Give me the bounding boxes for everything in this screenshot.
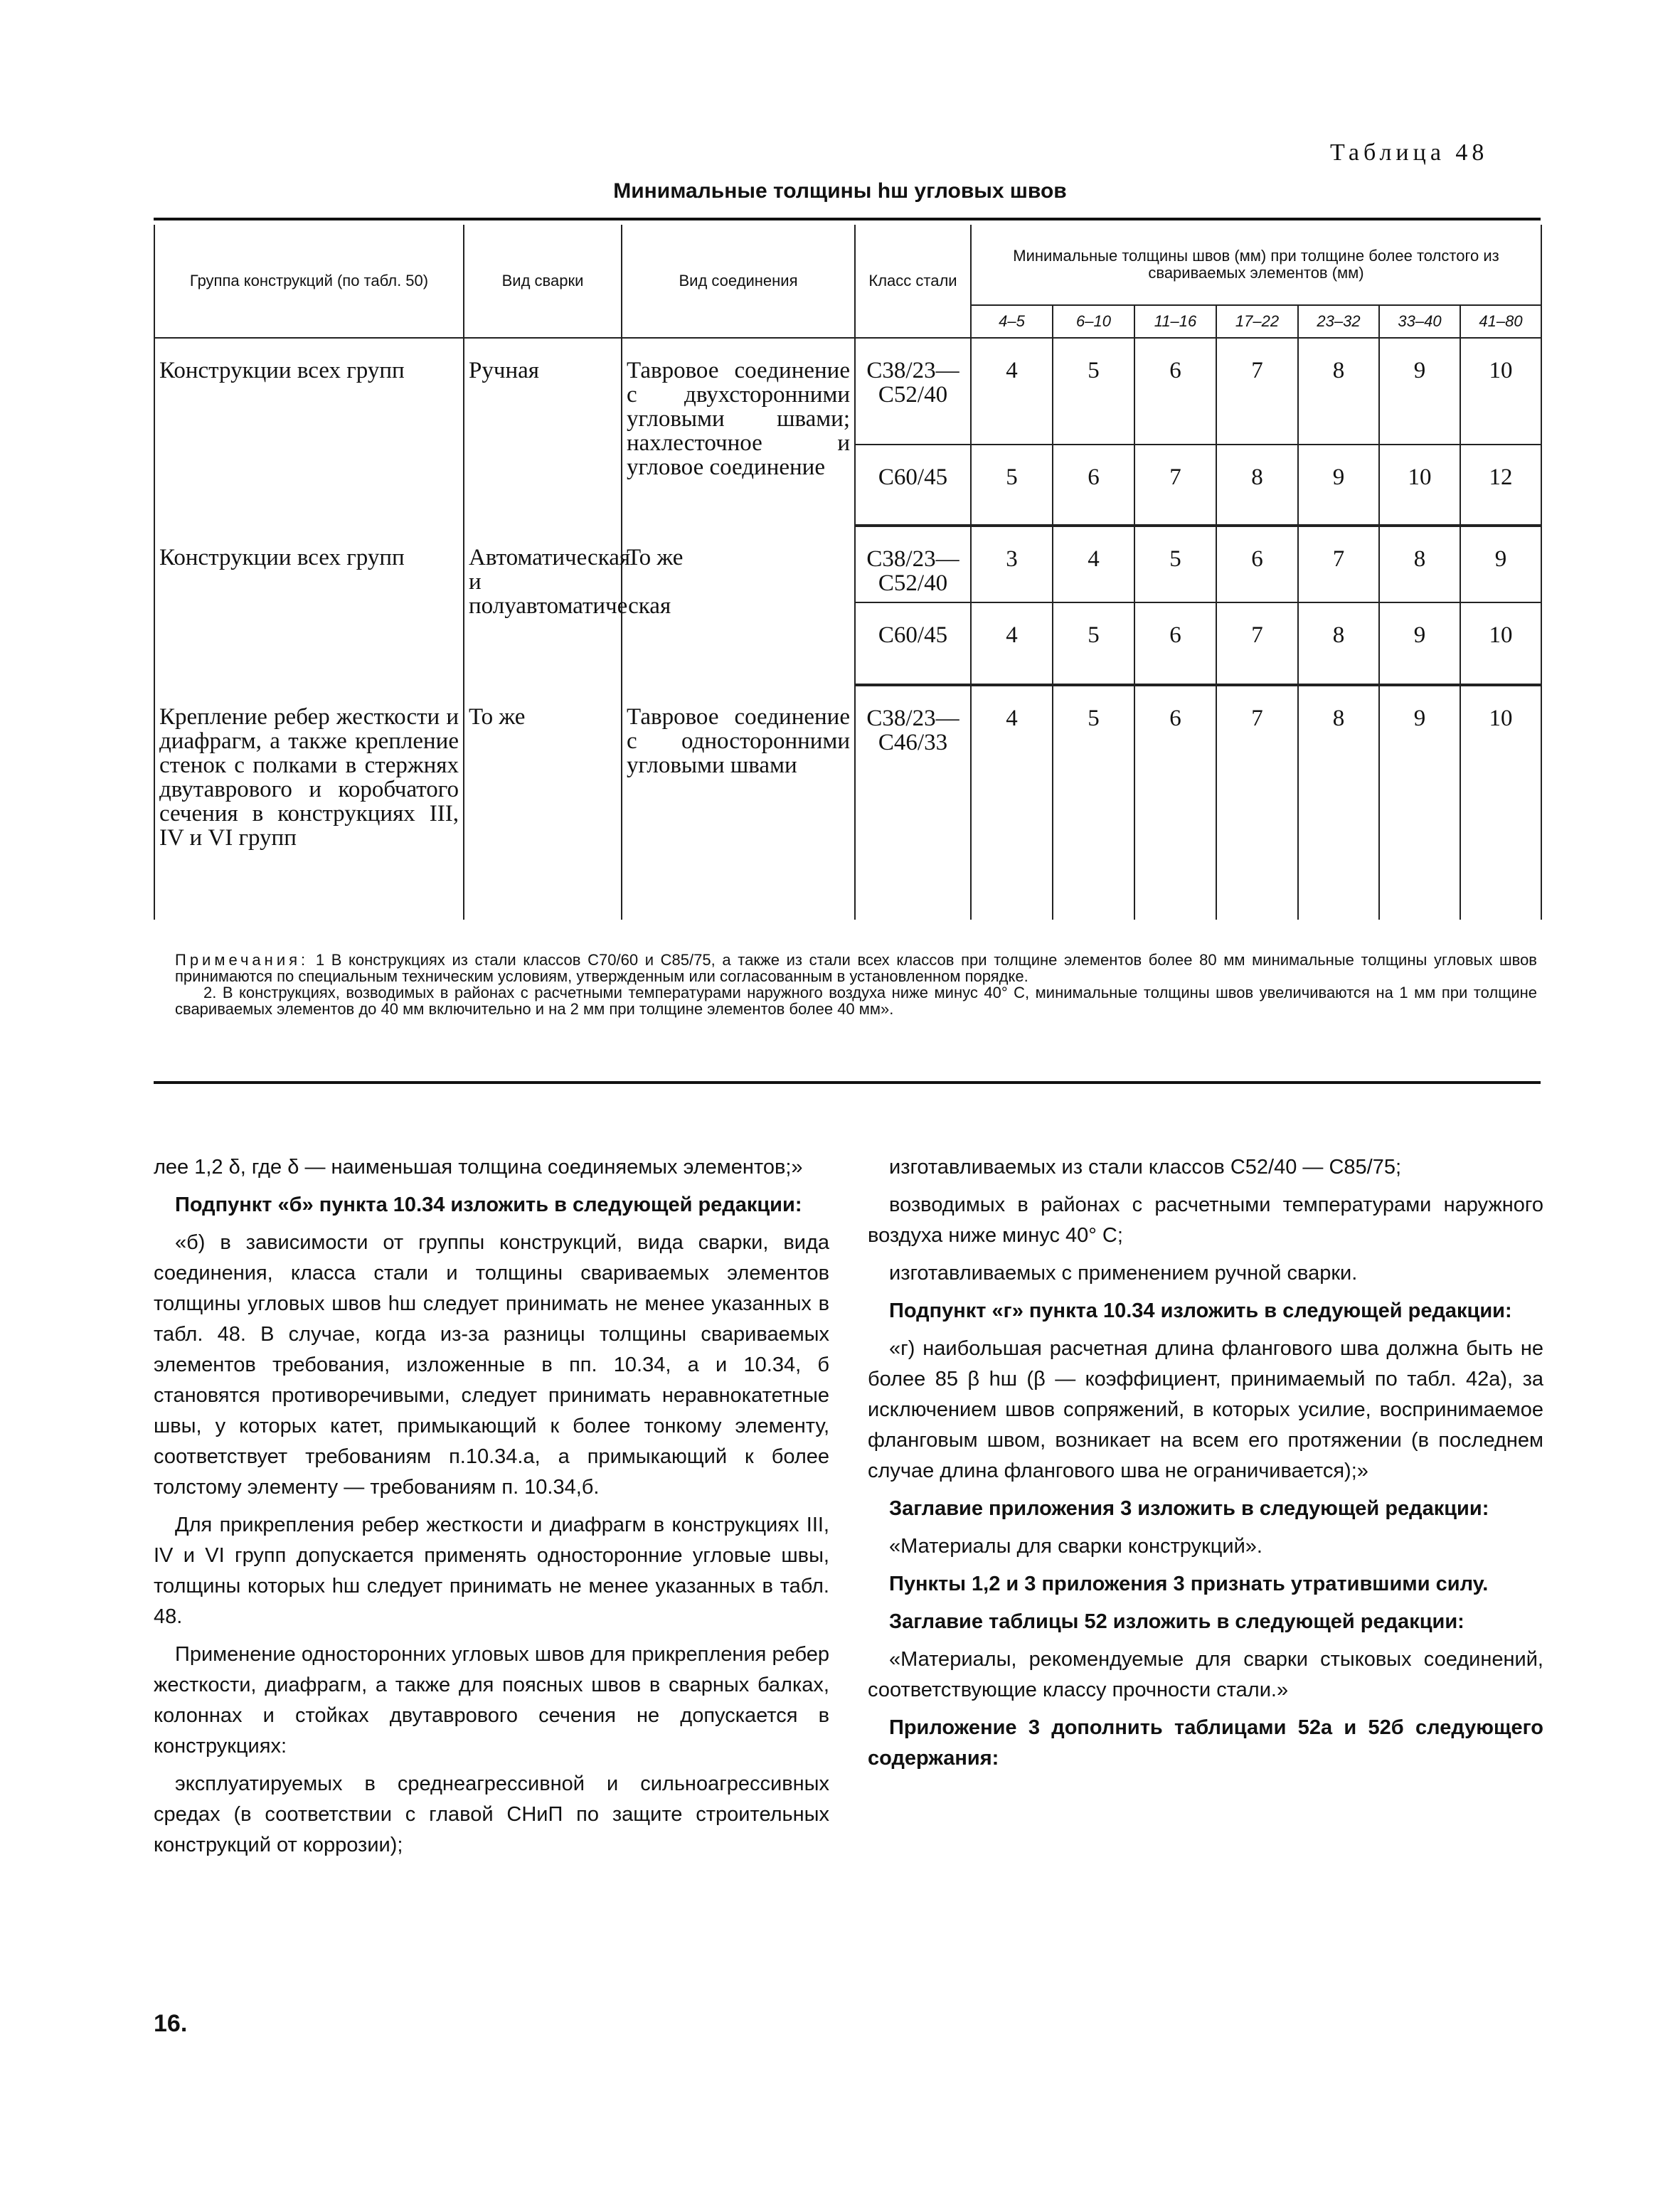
paragraph: Заглавие таблицы 52 изложить в следующей редакции: [889, 1610, 1464, 1633]
cell-value: 7 [1216, 685, 1298, 920]
cell-value: 9 [1460, 526, 1541, 602]
paragraph: Для прикрепления ребер жесткости и диафрагм в конструкциях III, IV и VI групп допускается применять односторонние угловые швы, толщины которых hш следует принимать не менее указанных в табл. 48. [154, 1514, 829, 1628]
header-range: 33–40 [1379, 305, 1460, 338]
cell-value: 10 [1460, 602, 1541, 685]
cell-welding: Ручная [464, 338, 622, 526]
cell-value: 5 [1053, 602, 1134, 685]
cell-value: 6 [1134, 685, 1216, 920]
cell-group: Конструкции всех групп [154, 526, 464, 685]
cell-joint: То же [622, 526, 855, 685]
paragraph: «Материалы для сварки конструкций». [889, 1535, 1262, 1558]
cell-value: 5 [1053, 338, 1134, 445]
header-min-thickness: Минимальные толщины швов (мм) при толщине более толстого из свариваемых элементов (мм) [971, 225, 1541, 305]
header-group: Группа конструкций (по табл. 50) [154, 225, 464, 338]
paragraph: «г) наибольшая расчетная длина флангового шва должна быть не более 85 β hш (β — коэффициент, принимаемый по табл. 42а), за исключением швов сопряжений, в которых усилие, воспринимаемое фланговым швом, возникает на всем его протяжении (в последнем случае длина флангового шва не ограничивается);» [868, 1337, 1543, 1482]
page-number: 16. [154, 2010, 188, 2037]
cell-welding: То же [464, 685, 622, 920]
header-range: 11–16 [1134, 305, 1216, 338]
cell-value: 10 [1460, 338, 1541, 445]
cell-value: 6 [1134, 602, 1216, 685]
cell-value: 9 [1298, 445, 1379, 526]
header-joint: Вид соединения [622, 225, 855, 338]
cell-value: 4 [971, 685, 1053, 920]
cell-joint: Тавровое соединение с односторонними угловыми швами [622, 685, 855, 920]
cell-value: 8 [1298, 338, 1379, 445]
header-welding: Вид сварки [464, 225, 622, 338]
paragraph: возводимых в районах с расчетными температурами наружного воздуха ниже минус 40° С; [868, 1193, 1543, 1247]
header-range: 6–10 [1053, 305, 1134, 338]
cell-value: 6 [1053, 445, 1134, 526]
header-range: 23–32 [1298, 305, 1379, 338]
weld-thickness-table [154, 225, 1542, 920]
cell-value: 12 [1460, 445, 1541, 526]
cell-steel-class: С38/23— С46/33 [855, 685, 971, 920]
paragraph: Подпункт «г» пункта 10.34 изложить в следующей редакции: [889, 1299, 1512, 1322]
cell-group: Конструкции всех групп [154, 338, 464, 526]
cell-value: 5 [971, 445, 1053, 526]
cell-steel-class: С60/45 [855, 602, 971, 685]
cell-value: 6 [1134, 338, 1216, 445]
note-1 [175, 952, 1537, 984]
cell-steel-class: С60/45 [855, 445, 971, 526]
header-range: 41–80 [1460, 305, 1541, 338]
cell-value: 5 [1134, 526, 1216, 602]
cell-steel-class: С38/23— С52/40 [855, 338, 971, 445]
paragraph: «б) в зависимости от группы конструкций, вида сварки, вида соединения, класса стали и толщины свариваемых элементов толщины угловых швов hш следует принимать не менее указанных в табл. 48. В случае, когда из-за разницы толщины свариваемых элементов требования, изложенные в пп. 10.34, а и 10.34, б становятся противоречивыми, следует принимать неравнокатетные швы, у которых катет, примыкающий к более тонкому элементу, соответствует требованиям п.10.34.а, а примыкающий к более толстому элементу — требованиям п. 10.34,б. [154, 1231, 829, 1499]
cell-value: 7 [1216, 602, 1298, 685]
left-column [154, 1152, 829, 1868]
paragraph: Применение односторонних угловых швов для прикрепления ребер жесткости, диафрагм, а также для поясных швов в сварных балках, колоннах и стойках двутаврового сечения не допускается в конструкциях: [154, 1643, 829, 1758]
cell-value: 9 [1379, 685, 1460, 920]
cell-value: 9 [1379, 338, 1460, 445]
paragraph: Подпункт «б» пункта 10.34 изложить в следующей редакции: [175, 1193, 802, 1216]
paragraph: изготавливаемых с применением ручной сварки. [889, 1262, 1358, 1285]
cell-value: 8 [1298, 602, 1379, 685]
note-2: 2. В конструкциях, возводимых в районах с расчетными температурами наружного воздуха ниже минус 40° С, минимальные толщины швов увеличиваются на 1 мм при толщине свариваемых элементов до 40 мм включительно и на 2 мм при толщине элементов более 40 мм». [175, 984, 1537, 1018]
table-row [154, 526, 1541, 602]
note-1-text: 1 В конструкциях из стали классов С70/60 и С85/75, а также из стали всех классов при толщине элементов более 80 мм минимальные толщины угловых швов принимаются по специальным техническим условиям, утвержденным или согласованным в установленном порядке. [175, 951, 1537, 985]
cell-value: 10 [1379, 445, 1460, 526]
cell-value: 8 [1298, 685, 1379, 920]
paragraph: «Материалы, рекомендуемые для сварки стыковых соединений, соответствующие классу прочности стали.» [868, 1648, 1543, 1701]
cell-value: 5 [1053, 685, 1134, 920]
cell-value: 6 [1216, 526, 1298, 602]
cell-value: 7 [1216, 338, 1298, 445]
paragraph: Приложение 3 дополнить таблицами 52а и 52б следующего содержания: [868, 1716, 1543, 1770]
notes-heading: Примечания: [175, 951, 309, 969]
table-title: Минимальные толщины hш угловых швов [613, 179, 1067, 203]
cell-welding: Автоматическая и полуавтоматическая [464, 526, 622, 685]
table-row [154, 338, 1541, 445]
header-range: 17–22 [1216, 305, 1298, 338]
paragraph: изготавливаемых из стали классов С52/40 — С85/75; [889, 1156, 1402, 1179]
paragraph: Заглавие приложения 3 изложить в следующей редакции: [889, 1497, 1489, 1520]
cell-value: 7 [1298, 526, 1379, 602]
header-range: 4–5 [971, 305, 1053, 338]
right-column [868, 1152, 1543, 1781]
header-steel-class: Класс стали [855, 225, 971, 338]
table-notes [175, 952, 1537, 1017]
cell-value: 8 [1216, 445, 1298, 526]
paragraph: Пункты 1,2 и 3 приложения 3 признать утратившими силу. [889, 1573, 1489, 1595]
cell-value: 3 [971, 526, 1053, 602]
paragraph: лее 1,2 δ, где δ — наименьшая толщина соединяемых элементов;» [154, 1156, 803, 1179]
cell-value: 4 [971, 338, 1053, 445]
cell-value: 4 [1053, 526, 1134, 602]
cell-value: 9 [1379, 602, 1460, 685]
table-label: Таблица 48 [1330, 139, 1489, 166]
cell-value: 7 [1134, 445, 1216, 526]
cell-value: 8 [1379, 526, 1460, 602]
table-row [154, 685, 1541, 920]
cell-value: 10 [1460, 685, 1541, 920]
cell-steel-class: С38/23— С52/40 [855, 526, 971, 602]
cell-value: 4 [971, 602, 1053, 685]
paragraph: эксплуатируемых в среднеагрессивной и сильноагрессивных средах (в соответствии с главой СНиП по защите строительных конструкций от коррозии); [154, 1772, 829, 1856]
cell-joint: Тавровое соединение с двухсторонними угловыми швами; нахлесточное и угловое соединение [622, 338, 855, 526]
cell-group: Крепление ребер жесткости и диафрагм, а также крепление стенок с полками в стержнях двутаврового и коробчатого сечения в конструкциях III, IV и VI групп [154, 685, 464, 920]
